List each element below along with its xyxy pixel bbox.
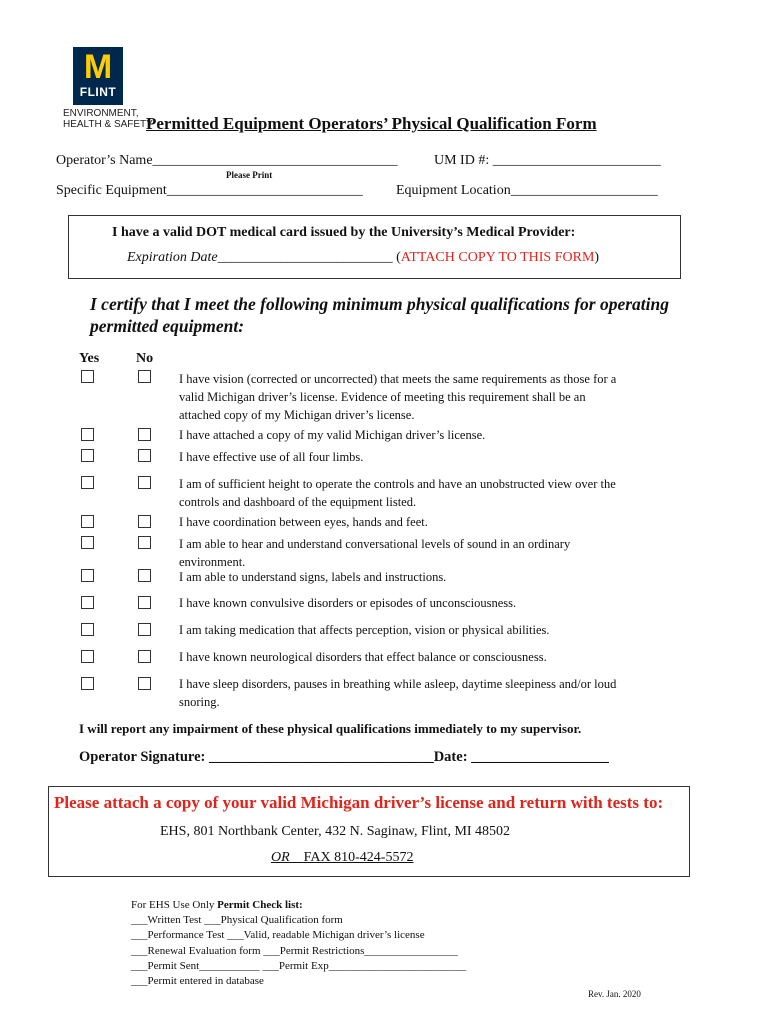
qualification-item-10: I have known neurological disorders that effect balance or consciousness.	[179, 650, 547, 664]
um-id-field[interactable]: UM ID #: ________________________	[434, 153, 661, 168]
checkbox-yes-8[interactable]	[81, 596, 94, 609]
specific-equipment-field[interactable]: Specific Equipment____________________________	[56, 183, 363, 198]
attach-license-instruction: Please attach a copy of your valid Michigan driver’s license and return with tests to:	[54, 793, 664, 812]
signature-date-line[interactable]: Operator Signature: _______________________________Date: ___________________	[79, 749, 609, 765]
yes-column-header: Yes	[79, 351, 100, 366]
checkbox-no-6[interactable]	[138, 536, 151, 549]
checkbox-no-7[interactable]	[138, 569, 151, 582]
qualification-item-8: I have known convulsive disorders or episodes of unconsciousness.	[179, 596, 517, 610]
checkbox-yes-6[interactable]	[81, 536, 94, 549]
checklist-line: ___Permit entered in database	[131, 975, 264, 988]
qualification-item-5: I have coordination between eyes, hands and feet.	[179, 515, 428, 529]
checkbox-no-10[interactable]	[138, 650, 151, 663]
form-title: Permitted Equipment Operators’ Physical Qualification Form	[146, 114, 597, 133]
checkbox-yes-10[interactable]	[81, 650, 94, 663]
checkbox-no-5[interactable]	[138, 515, 151, 528]
qualification-item-1: I have vision (corrected or uncorrected) that meets the same requirements as those for a valid Michigan driver’s license. Evidence of meeting this requirement shall be an attached copy of my Michigan driver’s license.	[179, 372, 617, 422]
checkbox-yes-11[interactable]	[81, 677, 94, 690]
expiration-date-field[interactable]: Expiration Date_________________________ (ATTACH COPY TO THIS FORM)	[127, 250, 600, 265]
checkbox-yes-4[interactable]	[81, 476, 94, 489]
operator-name-field[interactable]: Operator’s Name___________________________________	[56, 153, 398, 168]
checkbox-no-11[interactable]	[138, 677, 151, 690]
no-column-header: No	[136, 351, 154, 366]
checklist-line: ___Performance Test ___Valid, readable Michigan driver’s license	[131, 929, 425, 942]
checkbox-yes-5[interactable]	[81, 515, 94, 528]
checkbox-no-4[interactable]	[138, 476, 151, 489]
checkbox-no-9[interactable]	[138, 623, 151, 636]
checkbox-yes-9[interactable]	[81, 623, 94, 636]
checkbox-no-8[interactable]	[138, 596, 151, 609]
equipment-location-field[interactable]: Equipment Location_____________________	[396, 183, 658, 198]
attach-copy-note: ATTACH COPY TO THIS FORM	[400, 250, 595, 265]
checkbox-no-3[interactable]	[138, 449, 151, 462]
checklist-line: ___Written Test ___Physical Qualification form	[131, 914, 343, 927]
qualification-item-2: I have attached a copy of my valid Michigan driver’s license.	[179, 428, 486, 442]
revision-date: Rev. Jan. 2020	[588, 989, 641, 999]
report-impairment-statement: I will report any impairment of these physical qualifications immediately to my supervisor.	[79, 721, 582, 736]
qualification-item-9: I am taking medication that affects perception, vision or physical abilities.	[179, 623, 550, 637]
ehs-permit-checklist: For EHS Use Only Permit Check list: ___Written Test ___Physical Qualification form ___Performance Test ___Valid, readable Michigan driver’s license ___Renewal Evaluation form ___Permit Restrictions_________________ ___Permit Sent___________ ___Permit Exp_________________________ ___Permit entered in database	[131, 898, 466, 989]
certify-statement: I certify that I meet the following minimum physical qualifications for operating permitted equipment:	[90, 294, 669, 336]
checklist-line: ___Renewal Evaluation form ___Permit Restrictions_________________	[131, 944, 458, 957]
department-name: ENVIRONMENT, HEALTH & SAFETY	[63, 108, 153, 130]
qualification-item-4: I am of sufficient height to operate the controls and have an unobstructed view over the controls and dashboard of the equipment listed.	[179, 477, 616, 509]
checkbox-yes-7[interactable]	[81, 569, 94, 582]
checklist-line: ___Permit Sent___________ ___Permit Exp_________________________	[131, 959, 467, 972]
ehs-address: EHS, 801 Northbank Center, 432 N. Saginaw, Flint, MI 48502	[160, 824, 511, 839]
dot-statement: I have a valid DOT medical card issued by the University’s Medical Provider:	[112, 225, 576, 240]
checkbox-yes-2[interactable]	[81, 428, 94, 441]
checkbox-yes-3[interactable]	[81, 449, 94, 462]
logo-letter: M	[83, 48, 113, 86]
university-logo	[73, 47, 123, 105]
qualification-item-7: I am able to understand signs, labels and instructions.	[179, 570, 447, 584]
please-print-note: Please Print	[226, 170, 273, 180]
checkbox-no-2[interactable]	[138, 428, 151, 441]
checkbox-no-1[interactable]	[138, 370, 151, 383]
qualification-item-3: I have effective use of all four limbs.	[179, 450, 364, 464]
fax-number: OR FAX 810-424-5572	[271, 850, 414, 865]
logo-wordmark: FLINT	[79, 85, 117, 99]
qualification-item-11: I have sleep disorders, pauses in breathing while asleep, daytime sleepiness and/or loud snoring.	[179, 677, 617, 709]
qualification-item-6: I am able to hear and understand conversational levels of sound in an ordinary environment.	[179, 537, 571, 569]
checkbox-yes-1[interactable]	[81, 370, 94, 383]
